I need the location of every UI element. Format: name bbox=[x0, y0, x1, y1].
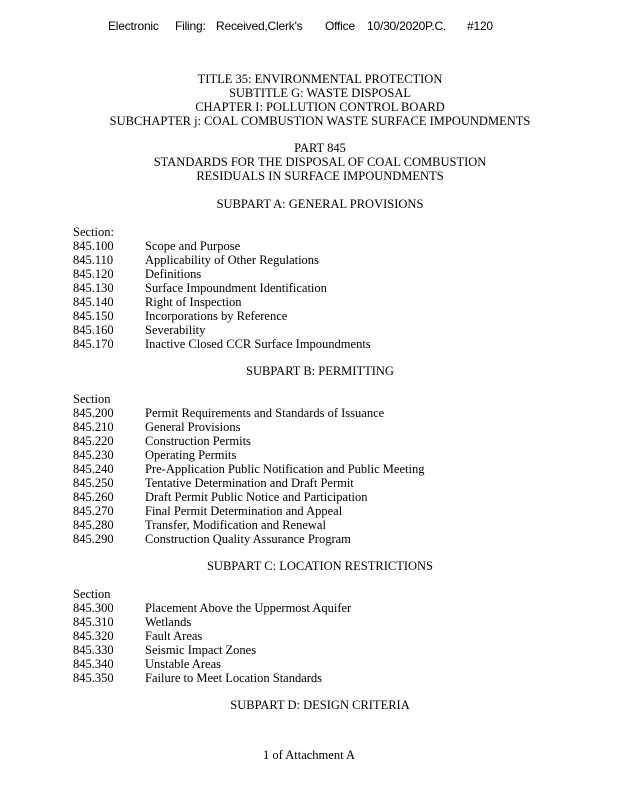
section-row bbox=[73, 476, 354, 490]
header-filing: Filing: bbox=[175, 19, 206, 33]
section-row bbox=[73, 490, 368, 504]
section-title: Inactive Closed CCR Surface Impoundments bbox=[145, 337, 371, 351]
section-title: Scope and Purpose bbox=[145, 239, 241, 253]
section-number: 845.130 bbox=[73, 281, 114, 295]
section-row bbox=[73, 295, 242, 309]
section-title: Fault Areas bbox=[145, 629, 203, 643]
section-row bbox=[73, 253, 319, 267]
subchapter-line: SUBCHAPTER j: COAL COMBUSTION WASTE SURFACE IMPOUNDMENTS bbox=[109, 114, 531, 128]
section-number: 845.350 bbox=[73, 671, 114, 685]
header-received: Received,Clerk's bbox=[216, 19, 303, 33]
section-row bbox=[73, 281, 327, 295]
section-title: Transfer, Modification and Renewal bbox=[145, 518, 326, 532]
section-number: 845.280 bbox=[73, 518, 114, 532]
section-title: Tentative Determination and Draft Permit bbox=[145, 476, 354, 490]
header-electronic: Electronic bbox=[108, 19, 159, 33]
section-title: Applicability of Other Regulations bbox=[145, 253, 319, 267]
section-title: Construction Quality Assurance Program bbox=[145, 532, 351, 546]
section-row bbox=[73, 406, 384, 420]
section-row bbox=[73, 615, 191, 629]
section-row bbox=[73, 671, 322, 685]
section-title: Seismic Impact Zones bbox=[145, 643, 257, 657]
section-row bbox=[73, 239, 240, 253]
subpart-b-heading: SUBPART B: PERMITTING bbox=[246, 364, 394, 378]
section-title: Final Permit Determination and Appeal bbox=[145, 504, 343, 518]
section-number: 845.110 bbox=[73, 253, 114, 267]
section-title: Draft Permit Public Notice and Participation bbox=[145, 490, 368, 504]
section-title: Right of Inspection bbox=[145, 295, 242, 309]
section-title: Surface Impoundment Identification bbox=[145, 281, 327, 295]
part-title-line-1: STANDARDS FOR THE DISPOSAL OF COAL COMBUSTION bbox=[153, 155, 487, 169]
section-number: 845.240 bbox=[73, 462, 114, 476]
subpart-c-section-label: Section bbox=[73, 587, 111, 601]
section-number: 845.330 bbox=[73, 643, 114, 657]
subpart-c-heading: SUBPART C: LOCATION RESTRICTIONS bbox=[206, 559, 434, 573]
subtitle-line: SUBTITLE G: WASTE DISPOSAL bbox=[228, 86, 412, 100]
section-number: 845.340 bbox=[73, 657, 114, 671]
title-line: TITLE 35: ENVIRONMENTAL PROTECTION bbox=[197, 72, 443, 86]
section-number: 845.290 bbox=[73, 532, 114, 546]
section-number: 845.230 bbox=[73, 448, 114, 462]
section-number: 845.200 bbox=[73, 406, 114, 420]
section-number: 845.160 bbox=[73, 323, 114, 337]
header-office: Office bbox=[325, 19, 355, 33]
section-number: 845.320 bbox=[73, 629, 114, 643]
section-number: 845.140 bbox=[73, 295, 114, 309]
part-title-line-2: RESIDUALS IN SURFACE IMPOUNDMENTS bbox=[196, 169, 444, 183]
section-title: Unstable Areas bbox=[145, 657, 222, 671]
section-row bbox=[73, 504, 342, 518]
subpart-b-section-label: Section bbox=[73, 392, 111, 406]
section-row bbox=[73, 267, 201, 281]
section-title: Definitions bbox=[145, 267, 202, 281]
subpart-a-section-label: Section: bbox=[73, 225, 114, 239]
section-title: Failure to Meet Location Standards bbox=[145, 671, 323, 685]
section-number: 845.170 bbox=[73, 337, 114, 351]
section-row bbox=[73, 643, 256, 657]
section-number: 845.220 bbox=[73, 434, 114, 448]
page-footer: 1 of Attachment A bbox=[263, 748, 355, 762]
section-title: Permit Requirements and Standards of Issuance bbox=[145, 406, 385, 420]
section-row bbox=[73, 657, 221, 671]
section-row bbox=[73, 629, 202, 643]
header-date: 10/30/2020P.C. bbox=[367, 19, 447, 33]
section-number: 845.150 bbox=[73, 309, 114, 323]
section-row bbox=[73, 434, 251, 448]
part-number: PART 845 bbox=[294, 141, 346, 155]
section-row bbox=[73, 601, 351, 615]
section-row bbox=[73, 323, 205, 337]
section-number: 845.310 bbox=[73, 615, 114, 629]
section-title: Operating Permits bbox=[145, 448, 237, 462]
section-title: Severability bbox=[145, 323, 206, 337]
section-title: Placement Above the Uppermost Aquifer bbox=[145, 601, 352, 615]
section-row bbox=[73, 532, 351, 546]
subpart-a-heading: SUBPART A: GENERAL PROVISIONS bbox=[216, 197, 424, 211]
section-number: 845.270 bbox=[73, 504, 114, 518]
section-title: Construction Permits bbox=[145, 434, 251, 448]
section-row bbox=[73, 462, 424, 476]
section-title: Incorporations by Reference bbox=[145, 309, 288, 323]
section-number: 845.250 bbox=[73, 476, 114, 490]
header-number: #120 bbox=[467, 19, 493, 33]
section-number: 845.210 bbox=[73, 420, 114, 434]
section-row bbox=[73, 448, 236, 462]
section-number: 845.300 bbox=[73, 601, 114, 615]
section-row bbox=[73, 309, 287, 323]
section-title: Pre-Application Public Notification and Public Meeting bbox=[145, 462, 425, 476]
section-number: 845.120 bbox=[73, 267, 114, 281]
section-row bbox=[73, 420, 240, 434]
subpart-d-heading: SUBPART D: DESIGN CRITERIA bbox=[230, 698, 410, 712]
section-row bbox=[73, 337, 371, 351]
section-title: Wetlands bbox=[145, 615, 192, 629]
chapter-line: CHAPTER I: POLLUTION CONTROL BOARD bbox=[195, 100, 445, 114]
section-row bbox=[73, 518, 326, 532]
section-title: General Provisions bbox=[145, 420, 241, 434]
section-number: 845.100 bbox=[73, 239, 114, 253]
section-number: 845.260 bbox=[73, 490, 114, 504]
